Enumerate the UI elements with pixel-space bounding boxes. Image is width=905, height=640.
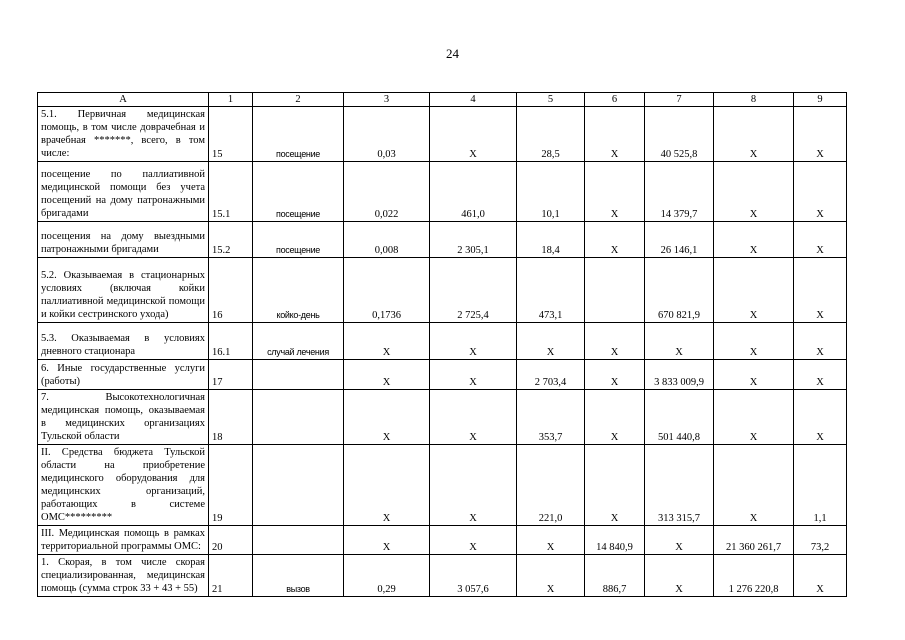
row-label: II. Средства бюджета Тульской области на приобретение медицинского оборудования для медицинских организаций, работающих в системе ОМС*********: [38, 445, 209, 526]
value-cell: Х: [714, 323, 794, 360]
value-cell: 313 315,7: [645, 445, 714, 526]
value-cell: Х: [430, 107, 517, 162]
unit-cell: [253, 390, 344, 445]
value-cell: Х: [794, 222, 847, 258]
row-number: 16: [209, 258, 253, 323]
value-cell: 670 821,9: [645, 258, 714, 323]
unit-cell: [253, 360, 344, 390]
value-cell: Х: [645, 526, 714, 555]
header-cell: 3: [344, 93, 430, 107]
value-cell: 221,0: [517, 445, 585, 526]
value-cell: 26 146,1: [645, 222, 714, 258]
value-cell: Х: [794, 258, 847, 323]
value-cell: 0,1736: [344, 258, 430, 323]
value-cell: Х: [344, 445, 430, 526]
value-cell: 473,1: [517, 258, 585, 323]
table-row: [38, 555, 847, 597]
value-cell: Х: [714, 390, 794, 445]
header-cell: 7: [645, 93, 714, 107]
header-cell: 8: [714, 93, 794, 107]
row-number: 19: [209, 445, 253, 526]
row-number: 18: [209, 390, 253, 445]
row-number: 15.1: [209, 162, 253, 222]
table-row: [38, 445, 847, 526]
value-cell: Х: [430, 323, 517, 360]
table-row: [38, 360, 847, 390]
header-cell: А: [38, 93, 209, 107]
row-label: 7. Высокотехнологичная медицинская помощь, оказываемая в медицинских организациях Тульской области: [38, 390, 209, 445]
value-cell: 0,03: [344, 107, 430, 162]
value-cell: Х: [430, 526, 517, 555]
header-cell: 1: [209, 93, 253, 107]
value-cell: Х: [430, 390, 517, 445]
unit-cell: посещение: [253, 222, 344, 258]
row-number: 16.1: [209, 323, 253, 360]
row-number: 17: [209, 360, 253, 390]
value-cell: 353,7: [517, 390, 585, 445]
row-label: 5.2. Оказываемая в стационарных условиях (включая койки паллиативной медицинской помощи и койки сестринского ухода): [38, 258, 209, 323]
table-row: [38, 390, 847, 445]
header-cell: 6: [585, 93, 645, 107]
table-row: [38, 258, 847, 323]
row-number: 21: [209, 555, 253, 597]
value-cell: Х: [645, 555, 714, 597]
value-cell: 886,7: [585, 555, 645, 597]
value-cell: Х: [517, 555, 585, 597]
value-cell: Х: [645, 323, 714, 360]
value-cell: Х: [344, 390, 430, 445]
header-cell: 4: [430, 93, 517, 107]
row-label: 6. Иные государственные услуги (работы): [38, 360, 209, 390]
value-cell: 10,1: [517, 162, 585, 222]
table-row: [38, 222, 847, 258]
value-cell: Х: [714, 360, 794, 390]
value-cell: 40 525,8: [645, 107, 714, 162]
unit-cell: [253, 526, 344, 555]
value-cell: 2 725,4: [430, 258, 517, 323]
table-row: [38, 162, 847, 222]
value-cell: Х: [585, 360, 645, 390]
row-label: 1. Скорая, в том числе скорая специализированная, медицинская помощь (сумма строк 33 + 43 + 55): [38, 555, 209, 597]
table-row: [38, 526, 847, 555]
value-cell: 2 305,1: [430, 222, 517, 258]
row-number: 15.2: [209, 222, 253, 258]
unit-cell: случай лечения: [253, 323, 344, 360]
value-cell: Х: [430, 445, 517, 526]
page-number: 24: [446, 46, 459, 61]
value-cell: Х: [794, 390, 847, 445]
value-cell: Х: [585, 222, 645, 258]
table-row: [38, 107, 847, 162]
header-cell: 9: [794, 93, 847, 107]
value-cell: 461,0: [430, 162, 517, 222]
value-cell: Х: [794, 162, 847, 222]
value-cell: Х: [794, 360, 847, 390]
value-cell: Х: [794, 555, 847, 597]
value-cell: 3 057,6: [430, 555, 517, 597]
value-cell: Х: [714, 258, 794, 323]
value-cell: Х: [585, 390, 645, 445]
value-cell: 3 833 009,9: [645, 360, 714, 390]
row-label: посещение по паллиативной медицинской помощи без учета посещений на дому патронажными бригадами: [38, 162, 209, 222]
value-cell: Х: [344, 323, 430, 360]
value-cell: Х: [585, 162, 645, 222]
row-label: III. Медицинская помощь в рамках территориальной программы ОМС:: [38, 526, 209, 555]
value-cell: 2 703,4: [517, 360, 585, 390]
value-cell: 0,022: [344, 162, 430, 222]
value-cell: 18,4: [517, 222, 585, 258]
unit-cell: посещение: [253, 162, 344, 222]
value-cell: Х: [517, 323, 585, 360]
value-cell: 28,5: [517, 107, 585, 162]
value-cell: Х: [344, 360, 430, 390]
row-number: 20: [209, 526, 253, 555]
unit-cell: койко-день: [253, 258, 344, 323]
table-header-row: [38, 93, 847, 107]
value-cell: Х: [714, 162, 794, 222]
unit-cell: посещение: [253, 107, 344, 162]
value-cell: 1 276 220,8: [714, 555, 794, 597]
value-cell: 0,008: [344, 222, 430, 258]
value-cell: Х: [794, 107, 847, 162]
value-cell: 21 360 261,7: [714, 526, 794, 555]
value-cell: 1,1: [794, 445, 847, 526]
value-cell: [585, 258, 645, 323]
value-cell: Х: [714, 445, 794, 526]
value-cell: Х: [517, 526, 585, 555]
value-cell: 0,29: [344, 555, 430, 597]
row-label: 5.1. Первичная медицинская помощь, в том числе доврачебная и врачебная *******, всего, в том числе:: [38, 107, 209, 162]
value-cell: Х: [714, 107, 794, 162]
unit-cell: [253, 445, 344, 526]
table-row: [38, 323, 847, 360]
value-cell: 14 840,9: [585, 526, 645, 555]
value-cell: Х: [585, 445, 645, 526]
value-cell: Х: [585, 107, 645, 162]
row-label: посещения на дому выездными патронажными бригадами: [38, 222, 209, 258]
header-cell: 2: [253, 93, 344, 107]
value-cell: Х: [714, 222, 794, 258]
value-cell: Х: [430, 360, 517, 390]
row-label: 5.3. Оказываемая в условиях дневного стационара: [38, 323, 209, 360]
unit-cell: вызов: [253, 555, 344, 597]
value-cell: 501 440,8: [645, 390, 714, 445]
value-cell: Х: [344, 526, 430, 555]
value-cell: 73,2: [794, 526, 847, 555]
value-cell: Х: [585, 323, 645, 360]
row-number: 15: [209, 107, 253, 162]
data-table: [37, 92, 847, 597]
value-cell: Х: [794, 323, 847, 360]
value-cell: 14 379,7: [645, 162, 714, 222]
header-cell: 5: [517, 93, 585, 107]
